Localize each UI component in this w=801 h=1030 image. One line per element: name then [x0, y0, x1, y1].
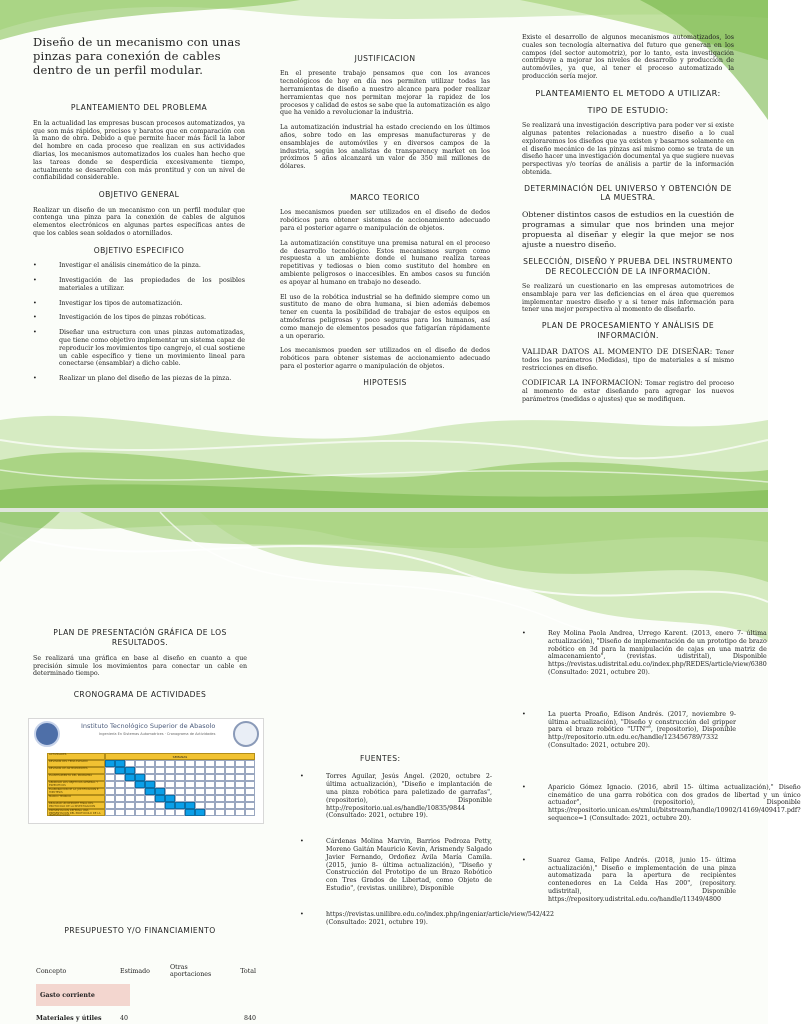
schedule-cell	[115, 802, 125, 809]
schedule-cell	[215, 809, 225, 816]
schedule-cell	[195, 760, 205, 767]
list-item: • Investigación de las propiedades de los posibles materiales a utilizar.	[33, 276, 245, 292]
schedule-cell	[205, 788, 215, 795]
schedule-cell	[215, 795, 225, 802]
schedule-subtitle: Ingeniería En Sistemas Automotrices · Cronograma de Actividades	[99, 732, 216, 736]
schedule-cell	[125, 774, 135, 781]
schedule-grid	[47, 753, 255, 816]
schedule-cell	[245, 781, 255, 788]
budget-cell: 840	[243, 1014, 256, 1022]
schedule-cell	[145, 767, 155, 774]
text-marco-3: El uso de la robótica industrial se ha definido siempre como un sustituto de mano de obra humana, si bien además debemos tener en cuenta la posibilidad de trabajar de estos equipos en atmósferas peligrosas y poco seguras para los humanos, así como manejo de elementos pesados que fatigarían rápidamente a un operario.	[280, 293, 490, 340]
list-item: • Aparicio Gómez Ignacio. (2016, abril 15- última actualización)," Diseño cinemático de una garra robótica con dos grados de libertad y un único actuador", (repositorio), Disponible https://repositorio.unican.es/xmlui/bitstream/handle/10902/14169/409417.pdf?sequence=1 (Consultado: 2021, octubre 20).	[522, 783, 801, 822]
schedule-cell	[115, 781, 125, 788]
schedule-cell	[145, 809, 155, 816]
schedule-cell	[215, 781, 225, 788]
column-2	[280, 54, 490, 394]
schedule-cell	[125, 795, 135, 802]
schedule-cell	[125, 767, 135, 774]
text-validar: Tener todos los parámetros (Medidas), tipo de materiales a sí mismo restricciones en diseño.	[522, 348, 734, 372]
schedule-cell	[225, 781, 235, 788]
heading-hipotesis: HIPOTESIS	[363, 377, 407, 387]
schedule-cell	[175, 781, 185, 788]
schedule-cell	[235, 767, 245, 774]
schedule-cell	[195, 802, 205, 809]
schedule-cell	[135, 781, 145, 788]
schedule-cell	[225, 767, 235, 774]
schedule-row	[47, 774, 255, 781]
budget-cell: Materiales y útiles	[36, 1014, 102, 1022]
schedule-cell	[145, 774, 155, 781]
schedule-cell	[105, 781, 115, 788]
text-codificar: Tomar registro del proceso al momento de estar diseñando para agregar los nuevos parámetros (medidas o ajustes) que se modifiquen.	[522, 380, 734, 404]
schedule-cell	[115, 809, 125, 816]
schedule-cell	[145, 788, 155, 795]
column-3-back	[522, 630, 801, 911]
text-justificacion-1: En el presente trabajo pensamos que con los avances tecnológicos de hoy en día nos permiten utilizar todas las herramientas de diseño a nuestro alcance para poder realizar herramientas que nos permitan mejorar la rapidez de los procesos y calidad de estos se sabe que la automatización es algo que ha venido a revolucionar la industria.	[280, 70, 490, 117]
schedule-activity-label: ABORDAR LOS OBJETIVOS GENERAL Y ESPECIFICOS	[47, 781, 105, 788]
budget-table	[36, 958, 268, 1030]
schedule-cell	[205, 795, 215, 802]
column-1	[33, 36, 245, 390]
list-item	[522, 379, 734, 404]
schedule-activity-label: ELABORACION DE LA JUSTIFICACION E HIPOTESIS	[47, 788, 105, 795]
heading-fuentes: FUENTES:	[360, 754, 401, 763]
schedule-cell	[235, 809, 245, 816]
table-row	[36, 1006, 268, 1030]
weeks-label: SEMANAS	[105, 753, 255, 760]
budget-header-otras: Otras aportaciones	[170, 964, 212, 978]
schedule-cell	[225, 809, 235, 816]
schedule-cell	[155, 767, 165, 774]
budget-header-total: Total	[240, 967, 256, 975]
schedule-cell	[115, 774, 125, 781]
schedule-cell	[235, 760, 245, 767]
column-3	[522, 34, 734, 411]
schedule-cell	[245, 795, 255, 802]
schedule-cell	[165, 774, 175, 781]
schedule-cell	[205, 760, 215, 767]
heading-seleccion: SELECCIÓN, DISEÑO Y PRUEBA DEL INSTRUMENTO DE RECOLECCIÓN DE LA INFORMACIÓN.	[523, 257, 733, 276]
schedule-cell	[165, 781, 175, 788]
text-planteamiento: En la actualidad las empresas buscan procesos automatizados, ya que son más rápidos, precisos y baratos que en comparación con la mano de obra. Debido a que permite hacer más fácil la labor del hombre en cada proceso que realizan en sus actividades diarias, los mecanismos automatizados los cuales han hecho que las tareas donde se desperdicia excesivamente tiempo, actualmente se desarrollen con más prontitud y con un nivel de confiabilidad considerable.	[33, 119, 245, 182]
schedule-cell	[175, 802, 185, 809]
list-item: • Investigación de los tipos de pinzas robóticas.	[33, 314, 207, 322]
schedule-cell	[145, 802, 155, 809]
schedule-cell	[155, 760, 165, 767]
schedule-cell	[165, 788, 175, 795]
schedule-cell	[135, 767, 145, 774]
institution-name: Instituto Tecnológico Superior de Abasolo	[81, 722, 216, 730]
heading-presentacion: PLAN DE PRESENTACIÓN GRÁFICA DE LOS RESULTADOS.	[53, 628, 227, 647]
budget-cell: 40	[120, 1014, 129, 1022]
schedule-cell	[185, 788, 195, 795]
schedule-cell	[215, 767, 225, 774]
schedule-cell	[115, 767, 125, 774]
list-item: • Rey Molina Paola Andrea, Urrego Karent. (2013, enero 7- última actualización), "Diseño de implementación de un prototipo de brazo robótico en 3d para la manipulación de cajas en una matriz de almacenamiento", (revistas. udistrital), Disponible https://revistas.udistrital.edu.co/index.php/REDES/article/view/6380 (Consultado: 2021, octubre 20).	[522, 630, 767, 676]
text-seleccion: Se realizará un cuestionario en las empresas automotrices de ensamblaje para ver las deficiencias en el área que queremos implementar nuestro diseño y a si tener más información para tener una mejor perspectiva al momento de diseñarlo.	[522, 282, 734, 314]
label-validar: VALIDAR DATOS AL MOMENTO DE DISEÑAR:	[522, 346, 713, 356]
schedule-row	[47, 767, 255, 774]
schedule-image	[28, 718, 264, 824]
schedule-cell	[185, 781, 195, 788]
schedule-cell	[185, 802, 195, 809]
schedule-cell	[115, 795, 125, 802]
schedule-cell	[185, 774, 195, 781]
schedule-cell	[175, 760, 185, 767]
schedule-cell	[135, 788, 145, 795]
text-universo: Obtener distintos casos de estudios en la cuestión de programas a simular que nos brinden una mejor propuesta al diseñar y elegir la que mejor se nos ajuste a nuestro diseño.	[522, 209, 734, 250]
heading-objetivo-especifico: OBJETIVO ESPECIFICO	[93, 245, 185, 255]
schedule-cell	[245, 774, 255, 781]
schedule-cell	[165, 802, 175, 809]
schedule-cell	[105, 788, 115, 795]
heading-cronograma: CRONOGRAMA DE ACTIVIDADES	[73, 690, 207, 700]
schedule-cell	[245, 760, 255, 767]
list-item: • Cárdenas Molina Marvin, Barrios Pedroza Petty, Moreno Gaitán Mauricio Kevin, Arismendy Salgado Javier Fernando, Ordoñez Ávila María Camila. (2015, junio 8- última actualización), "Diseño y Construcción del Prototipo de un Brazo Robótico con Tres Grados de Libertad, como Objeto de Estudio", (revistas. unilibre), Disponible	[300, 838, 492, 892]
schedule-cell	[195, 767, 205, 774]
schedule-row	[47, 760, 255, 767]
schedule-row	[47, 809, 255, 816]
schedule-cell	[125, 809, 135, 816]
schedule-cell	[205, 781, 215, 788]
list-item: • Investigar los tipos de automatización.	[33, 299, 183, 307]
schedule-cell	[215, 788, 225, 795]
schedule-cell	[205, 774, 215, 781]
heading-objetivo-general: OBJETIVO GENERAL	[98, 190, 180, 200]
schedule-cell	[225, 802, 235, 809]
heading-procesamiento: PLAN DE PROCESAMIENTO Y ANÁLISIS DE INFORMACIÓN.	[541, 321, 715, 340]
heading-presupuesto: PRESUPUESTO Y/O FINANCIAMIENTO	[64, 926, 216, 935]
schedule-cell	[245, 809, 255, 816]
list-item	[522, 347, 734, 372]
schedule-row	[47, 788, 255, 795]
schedule-cell	[145, 795, 155, 802]
schedule-row	[47, 802, 255, 809]
schedule-cell	[115, 760, 125, 767]
schedule-row	[47, 795, 255, 802]
text-objetivo-general: Realizar un diseño de un mecanismo con un perfil modular que contenga una pinza para la conexión de cables de algunos elementos electrónicos en algunas partes específicas antes de que los cables sean soldados o atornillados.	[33, 206, 245, 237]
schedule-cell	[165, 809, 175, 816]
schedule-header-row	[47, 753, 255, 760]
schedule-cell	[135, 802, 145, 809]
schedule-cell	[105, 802, 115, 809]
column-2-back	[300, 754, 555, 933]
schedule-row	[47, 781, 255, 788]
text-marco-1: Los mecanismos pueden ser utilizados en el diseño de dedos robóticos para obtener sistemas de accionamiento adecuado para el posterior agarre o manipulación de objetos.	[280, 209, 490, 232]
schedule-cell	[155, 802, 165, 809]
schedule-cell	[145, 781, 155, 788]
text-tipo-estudio: Se realizará una investigación descriptiva para poder ver si existe algunas patentes relacionadas a nuestro diseño a lo cual exploraremos los diseños que ya existen y basarnos solamente en el diseño mecánico de las pinzas así mismo como se trata de un diseño hacer una investigación documental ya que sugiere nuevas perspectivas y/o teorías de análisis a partir de la información obtenida.	[522, 122, 734, 177]
label-codificar: CODIFICAR LA INFORMACION:	[522, 378, 643, 388]
schedule-cell	[185, 795, 195, 802]
schedule-cell	[245, 802, 255, 809]
text-marco-2: La automatización constituye una premisa natural en el proceso de desarrollo tecnológico. Estos mecanismos surgen como respuesta a un ambiente donde el humano realiza tareas repetitivas y tediosas o bien como sustituto del hombre en ambiente peligrosos o inaccesibles. En ambos casos su función es apoyar al humano en trabajo no deseado.	[280, 239, 490, 286]
heading-tipo-estudio: TIPO DE ESTUDIO:	[587, 105, 669, 116]
schedule-col-header: ACTIVIDADES	[47, 753, 105, 760]
list-item: • La puerta Proaño, Edison Andrés. (2017, noviembre 9- última actualización), "Diseño y construcción del gripper para el brazo robótico "UTN"", (repositorio), Disponible http://repositorio.utn.edu.ec/handle/123456789/7332 (Consultado: 2021, octubre 20).	[522, 710, 736, 749]
schedule-cell	[155, 809, 165, 816]
schedule-cell	[225, 788, 235, 795]
schedule-activity-label: PRESENTACION DEFENSA UNA PRESENTACION DEL PROTOCOLO DE LA INVESTIGACION	[47, 809, 105, 816]
schedule-cell	[145, 760, 155, 767]
schedule-cell	[185, 767, 195, 774]
schedule-cell	[185, 809, 195, 816]
schedule-cell	[135, 774, 145, 781]
schedule-cell	[225, 795, 235, 802]
schedule-cell	[235, 774, 245, 781]
schedule-cell	[235, 795, 245, 802]
schedule-cell	[165, 760, 175, 767]
list-item: • Diseñar una estructura con unas pinzas automatizadas, que tiene como objetivo implementar un sistema capaz de reproducir los movimientos tipo cangrejo, el cual sostiene un cable específico y tiene un movimiento lineal para conectarse (ensamblar) a dicho cable.	[33, 329, 245, 368]
text-marco-4: Los mecanismos pueden ser utilizados en el diseño de dedos robóticos para obtener sistemas de accionamiento adecuado para el posterior agarre o manipulación de objetos.	[280, 347, 490, 370]
heading-universo: DETERMINACIÓN DEL UNIVERSO Y OBTENCIÓN DE LA MUESTRA.	[524, 183, 732, 203]
schedule-cell	[155, 788, 165, 795]
brochure-title: Diseño de un mecanismo con unas pinzas para conexión de cables dentro de un perfil modular.	[33, 35, 241, 77]
heading-metodo: PLANTEAMIENTO EL METODO A UTILIZAR:	[535, 87, 721, 98]
budget-header-concepto: Concepto	[36, 967, 67, 975]
list-item: • Torres Aguilar, Jesús Ángel. (2020, octubre 2- última actualización), "Diseño e implantación de una pinza robótica para paletizado de garrafas", (repositorio), Disponible http://repositorio.ual.es/handle/10835/9844 (Consultado: 2021, octubre 19).	[300, 773, 492, 820]
schedule-cell	[105, 795, 115, 802]
schedule-cell	[175, 767, 185, 774]
schedule-cell	[195, 774, 205, 781]
schedule-cell	[195, 781, 205, 788]
schedule-cell	[175, 795, 185, 802]
schedule-cell	[195, 795, 205, 802]
schedule-cell	[155, 774, 165, 781]
schedule-cell	[235, 788, 245, 795]
text-presentacion: Se realizará una gráfica en base al diseño en cuanto a que precisión simule los movimientos para conectar un cable en determinado tiempo.	[33, 654, 247, 678]
schedule-activity-label: REVISION DE ANTECEDENTES	[47, 767, 105, 774]
schedule-cell	[105, 760, 115, 767]
text-justificacion-2: La automatización industrial ha estado creciendo en los últimos años, sobre todo en las empresas manufactureras y de ensamblajes de automóviles y en diversos campos de la industria, según los analistas de transparency market en los próximos 5 años alcanzará un valor de 350 mil millones de dólares.	[280, 124, 490, 171]
schedule-cell	[215, 760, 225, 767]
schedule-cell	[125, 802, 135, 809]
schedule-activity-label: REVISION DEL TEMA ELEGIDO	[47, 760, 105, 767]
schedule-cell	[175, 809, 185, 816]
budget-section-row	[36, 984, 130, 1006]
budget-section-label: Gasto corriente	[40, 991, 95, 999]
schedule-cell	[125, 760, 135, 767]
schedule-cell	[225, 760, 235, 767]
schedule-activity-label: MARCO TEORICO	[47, 795, 105, 802]
schedule-cell	[105, 774, 115, 781]
schedule-cell	[125, 781, 135, 788]
heading-marco-teorico: MARCO TEORICO	[350, 192, 420, 202]
schedule-cell	[175, 788, 185, 795]
schedule-cell	[245, 788, 255, 795]
schedule-cell	[245, 767, 255, 774]
list-item: • Suarez Gama, Felipe Andrés. (2018, junio 15- última actualización)," Diseño e implementación de una pinza automatizada para la apertura de recipientes contenedores en La Celda Has 200", (repository. udistrital), Disponible https://repository.udistrital.edu.co/handle/11349/4800	[522, 856, 736, 903]
schedule-cell	[105, 767, 115, 774]
schedule-cell	[225, 774, 235, 781]
budget-header-row	[36, 958, 268, 984]
schedule-cell	[135, 760, 145, 767]
presupuesto-block	[33, 926, 247, 942]
schedule-cell	[155, 781, 165, 788]
schedule-cell	[235, 781, 245, 788]
list-item: • Investigar el análisis cinemático de la pinza.	[33, 262, 201, 270]
schedule-cell	[205, 767, 215, 774]
schedule-cell	[205, 809, 215, 816]
schedule-cell	[125, 788, 135, 795]
schedule-cell	[195, 788, 205, 795]
schedule-cell	[135, 795, 145, 802]
schedule-cell	[235, 802, 245, 809]
schedule-cell	[165, 767, 175, 774]
schedule-cell	[205, 802, 215, 809]
brochure-page-front	[0, 0, 768, 512]
schedule-cell	[215, 802, 225, 809]
schedule-header	[29, 719, 265, 749]
schedule-cell	[165, 795, 175, 802]
schedule-cell	[175, 774, 185, 781]
schedule-cell	[215, 774, 225, 781]
list-item: • Realizar un plano del diseño de las piezas de la pinza.	[33, 375, 232, 383]
schedule-cell	[185, 760, 195, 767]
heading-justificacion: JUSTIFICACION	[354, 54, 416, 63]
column-1-back	[33, 628, 247, 707]
schedule-cell	[155, 795, 165, 802]
schedule-cell	[115, 788, 125, 795]
text-hipotesis: Existe el desarrollo de algunos mecanismos automatizados, los cuales son tecnología alternativa del futuro que generan en los campos (del sector automotriz), por lo tanto, esta investigación contribuye a mejorar los niveles de desarrollo y producción de automóviles, ya que, al tener el proceso automatizado la producción sería mejor.	[522, 34, 734, 80]
schedule-activity-label: REALIZAR UN REPORTE FINAL DEL PROTOCOLO DE LA INVESTIGACION	[47, 802, 105, 809]
department-logo-icon	[233, 721, 259, 747]
budget-header-estimado: Estimado	[120, 967, 150, 975]
schedule-activity-label: PLANTEAMIENTO DEL PROBLEMA	[47, 774, 105, 781]
heading-planteamiento: PLANTEAMIENTO DEL PROBLEMA	[70, 103, 208, 113]
schedule-cell	[135, 809, 145, 816]
schedule-cell	[105, 809, 115, 816]
schedule-cell	[195, 809, 205, 816]
list-item: • https://revistas.unilibre.edu.co/index.php/ingeniar/article/view/542/422 (Consultado: 2021, octubre 19).	[300, 910, 555, 926]
institute-logo-icon	[34, 721, 60, 747]
